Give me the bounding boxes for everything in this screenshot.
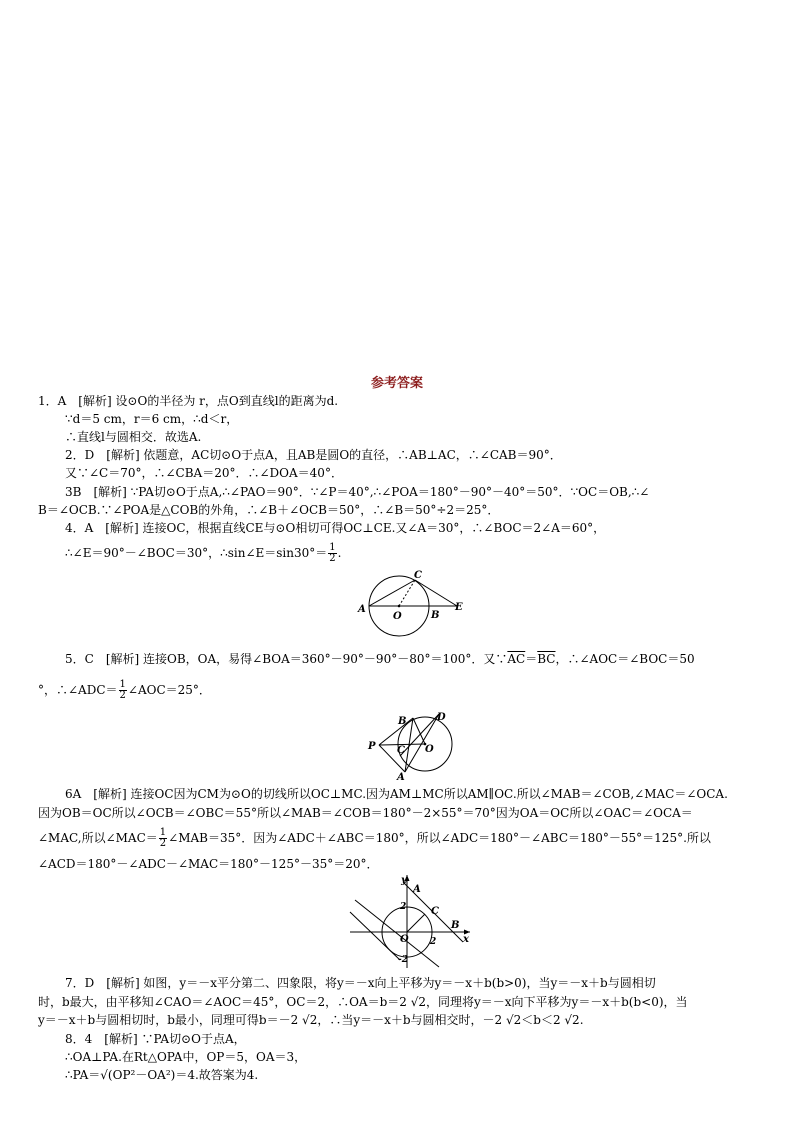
fig7-label-c: C: [431, 906, 439, 917]
fig4-label-e: E: [455, 602, 463, 613]
arc-bc: $\overline{BC}$: [537, 652, 556, 666]
fig5-label-o: O: [425, 744, 434, 755]
fig5-label-a: A: [397, 772, 405, 783]
fig5-label-p: P: [368, 741, 376, 752]
fig7-label-x: x: [463, 934, 469, 945]
arc-ac: $\overline{AC}$: [507, 652, 526, 666]
fig4-label-c: C: [414, 570, 422, 581]
fig7-label-y: y: [401, 875, 407, 886]
answer-6-line-4: ∠ACD＝180°－∠ADC－∠MAC＝180°－125°－35°＝20°．: [38, 857, 379, 871]
fig5-label-d: D: [437, 712, 446, 723]
fig7-label-2-top: 2: [400, 902, 407, 912]
answer-6-line-2: 因为OB＝OC所以∠OCB＝∠OBC＝55°所以∠MAB＝∠COB＝180°－2×55°＝70°因为OA＝OC所以∠OAC＝∠OCA＝: [38, 806, 693, 820]
section-title: 参考答案: [370, 376, 423, 391]
fig4-label-o: O: [393, 611, 402, 622]
answer-1-line-2: ∵d＝5 cm，r＝6 cm，∴d＜r，: [65, 412, 239, 426]
answer-8-line-2: ∴OA⊥PA.在Rt△OPA中，OP＝5，OA＝3，: [65, 1050, 307, 1064]
figure-4-diagram: [355, 568, 470, 640]
answer-7-line-3: y＝－x＋b与圆相切时，b最小，同理可得b＝－2 √2，∴当y＝－x＋b与圆相交时，－2 √2＜b＜2 √2.: [38, 1013, 584, 1027]
answer-2-line-1: 2．D [解析] 依题意，AC切⊙O于点A，且AB是圆O的直径，∴AB⊥AC，∴∠CAB＝90°．: [65, 448, 562, 462]
fig7-label-neg2: -2: [398, 955, 408, 965]
fraction-one-half: $\frac{1}{2}$: [159, 827, 167, 849]
answer-2-line-2: 又∵∠C＝70°，∴∠CBA＝20°．∴∠DOA＝40°．: [65, 466, 343, 480]
fraction-one-half: $\frac{1}{2}$: [119, 679, 126, 701]
answer-5-line-2: °，∴∠ADC＝ $\frac{1}{2}$ ∠AOC＝25°．: [38, 679, 211, 701]
answer-6-line-1: 6A [解析] 连接OC因为CM为⊙O的切线所以OC⊥MC.因为AM⊥MC所以AM∥OC.所以∠MAB＝∠COB,∠MAC＝∠OCA.: [65, 787, 728, 801]
fraction-one-half: $\frac{1}{2}$: [329, 542, 336, 564]
answer-6-line-3: ∠MAC,所以∠MAC＝ $\frac{1}{2}$ ∠MAB＝35°．因为∠ADC＋∠ABC＝180°，所以∠ADC＝180°－∠ABC＝180°－55°＝125°.所以: [38, 827, 711, 849]
figure-7-diagram: [345, 870, 475, 970]
answer-5-line-1: 5．C [解析] 连接OB，OA，易得∠BOA＝360°－90°－90°－80°＝100°．又$\because\overline{AC}=\overline{BC}$，∴∠AOC＝∠BOC＝50: [65, 652, 695, 666]
figure-5-diagram: [365, 708, 465, 783]
fig7-label-o: O: [400, 934, 409, 945]
answer-3-line-2: B＝∠OCB.∵∠POA是△COB的外角，∴∠B＋∠OCB＝50°，∴∠B＝50°÷2＝25°．: [38, 503, 500, 517]
answer-7-line-2: 时，b最大，由平移知∠CAO＝∠AOC＝45°，OC＝2，∴OA＝b＝2 √2，同理将y＝－x向下平移为y＝－x＋b(b<0)，当: [38, 995, 688, 1009]
answer-4-text: ∴∠E＝90°－∠BOC＝30°，∴sin∠E＝sin30°＝: [65, 546, 328, 560]
fig5-label-b: B: [398, 716, 407, 727]
answer-3-line-1: 3B [解析] ∵PA切⊙O于点A,∴∠PAO＝90°．∵∠P＝40°,∴∠POA＝180°－90°－40°＝50°．∵OC＝OB,∴∠: [65, 485, 650, 499]
answer-8-line-3: ∴PA＝√(OP²－OA²)＝4.故答案为4.: [65, 1068, 259, 1082]
fig4-label-b: B: [431, 610, 440, 621]
fig7-label-b: B: [451, 920, 460, 931]
answer-1-line-1: 1．A [解析] 设⊙O的半径为 r，点O到直线l的距离为d.: [38, 394, 339, 408]
fig4-label-a: A: [358, 604, 366, 615]
answer-1-line-3: ∴直线l与圆相交．故选A.: [65, 430, 202, 444]
answer-4-line-1: 4．A [解析] 连接OC，根据直线CE与⊙O相切可得OC⊥CE.又∠A＝30°，∴∠BOC＝2∠A＝60°，: [65, 521, 606, 535]
fig7-label-2-right: 2: [430, 937, 437, 947]
fig5-label-c: C: [397, 745, 405, 756]
answer-7-line-1: 7．D [解析] 如图，y＝－x平分第二、四象限，将y＝－x向上平移为y＝－x＋b(b>0)，当y＝－x＋b与圆相切: [65, 976, 656, 990]
answer-4-line-2: ∴∠E＝90°－∠BOC＝30°，∴sin∠E＝sin30°＝ $\frac{1}{2}$ .: [65, 542, 342, 564]
answer-8-line-1: 8．4 [解析] ∵PA切⊙O于点A，: [65, 1032, 246, 1046]
fig7-label-a: A: [413, 884, 421, 895]
